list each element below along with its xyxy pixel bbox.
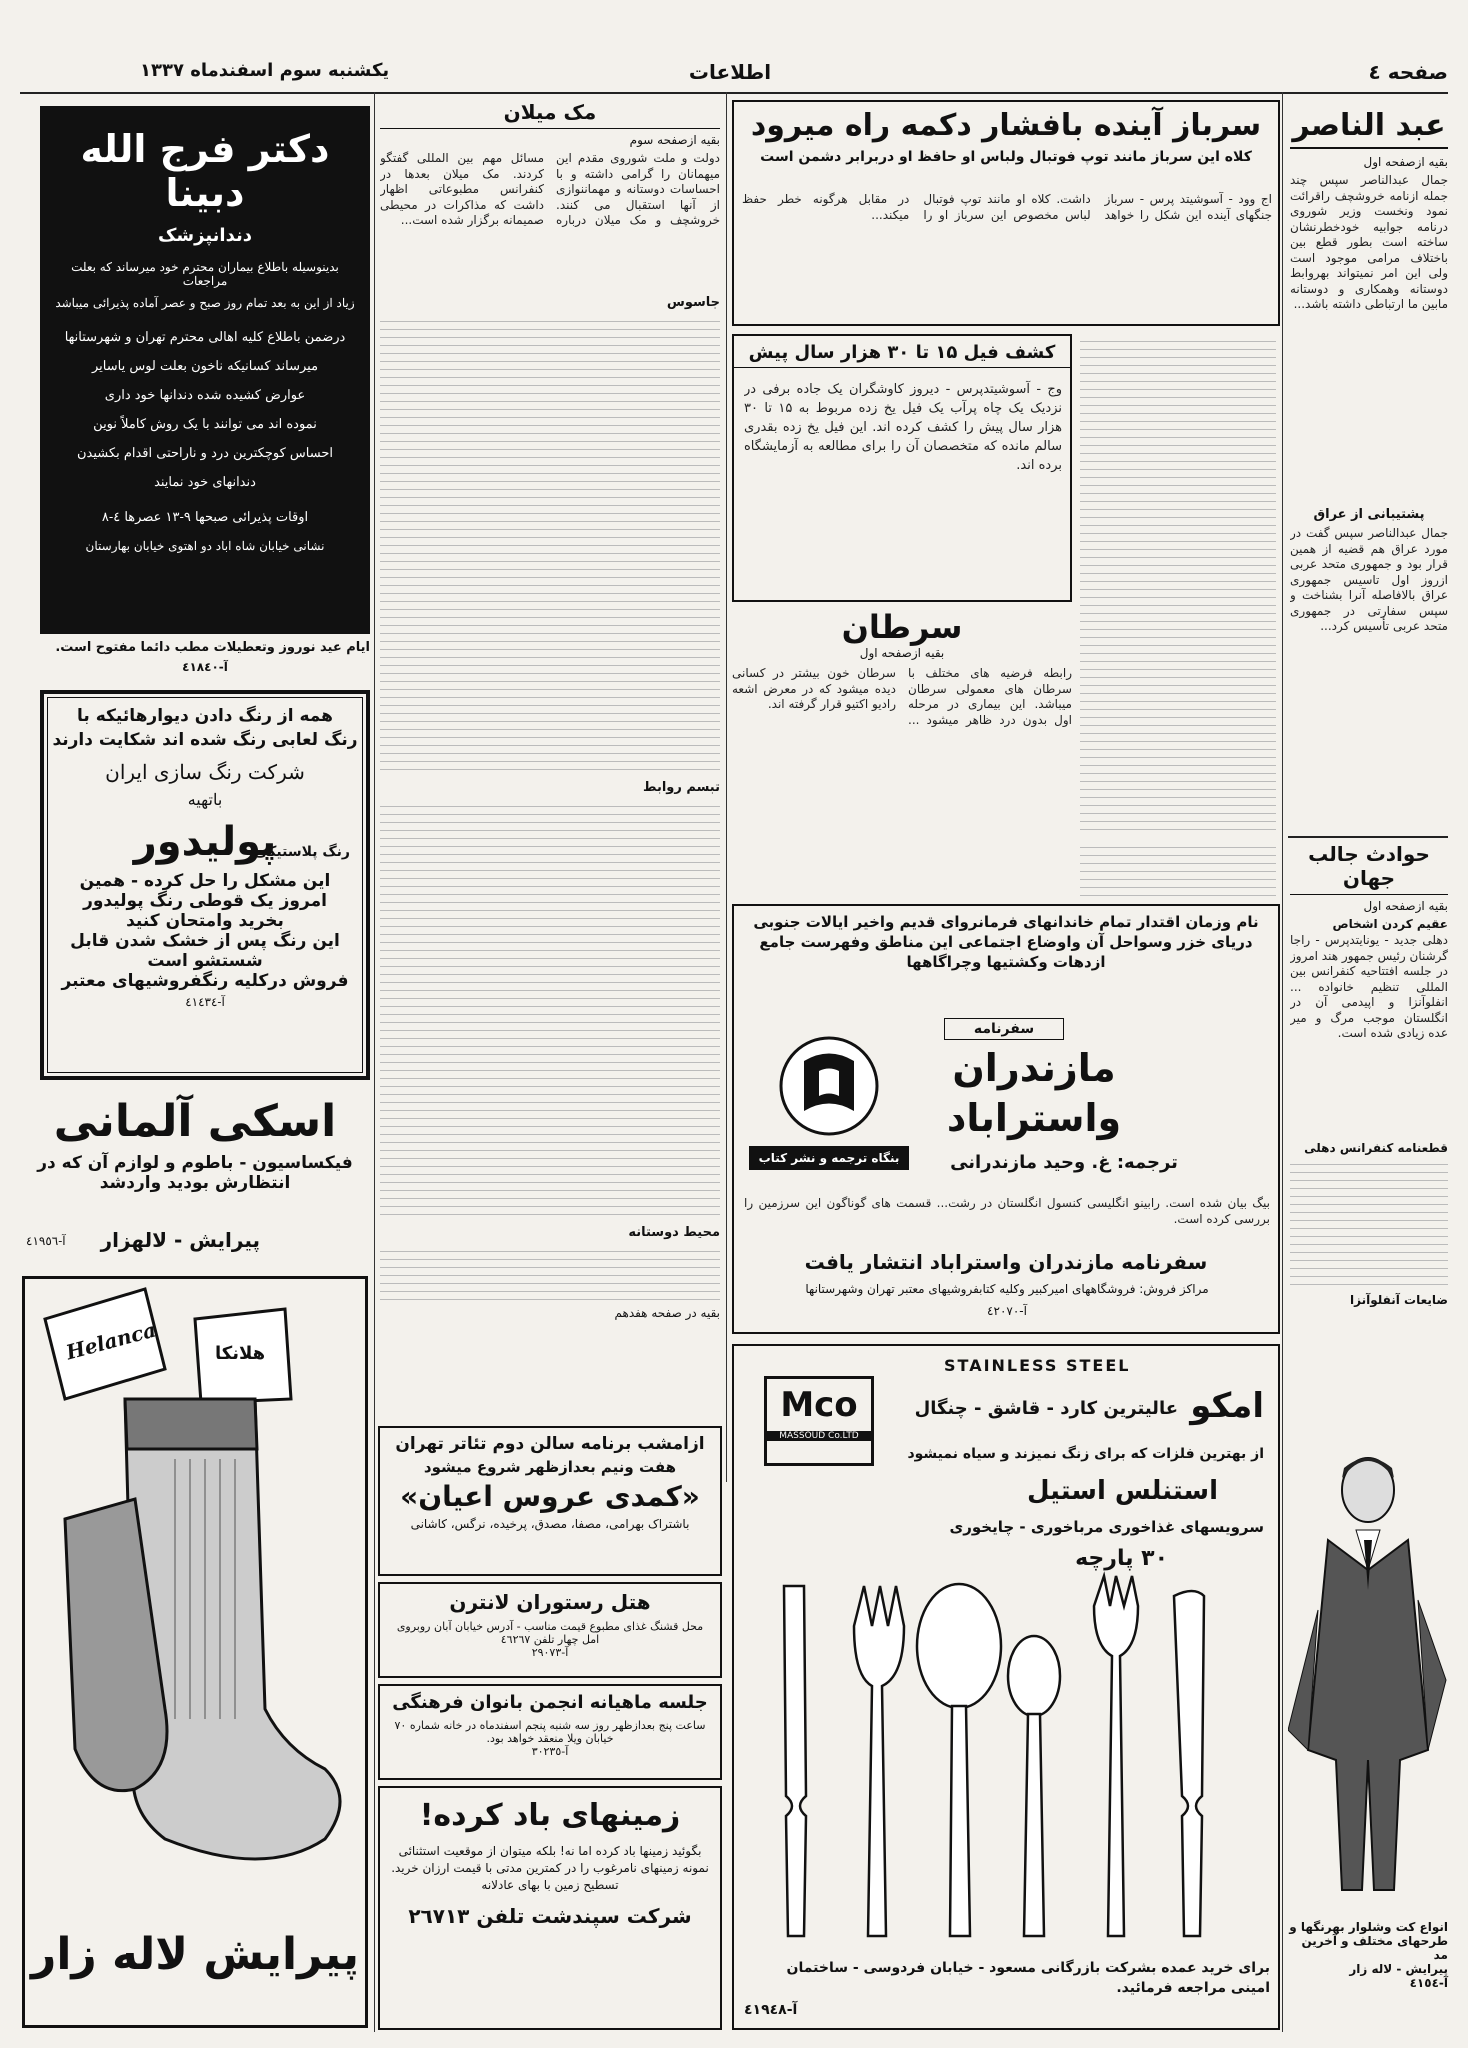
land-company: شرکت سپندشت تلفن ٢٦٧١٣ (408, 1904, 692, 1928)
paint-line-2: رنگ لعابی رنگ شده اند شکایت دارند (52, 730, 358, 750)
macmillan-sub-1: جاسوس (666, 295, 720, 310)
paint-plastic: رنگ پلاستیکی (254, 844, 350, 860)
mazandaran-translator: ترجمه: غ. وحید مازندرانی (950, 1152, 1178, 1173)
socks-brand-fa: هلانکا (215, 1343, 266, 1364)
dentist-line-7: احساس کوچکترین درد و ناراحتی اقدام بکشیدن (77, 446, 333, 461)
cancer-continued: بقیه ازصفحه اول (859, 646, 945, 660)
theater-title: ازامشب برنامه سالن دوم تئاتر تهران (395, 1434, 705, 1454)
accidents-sub-3: ضایعات آنفلوآنزا (1350, 1293, 1448, 1307)
soldier-article (732, 100, 1280, 326)
ski-code: آ-٤١٩٥٦ (26, 1234, 66, 1248)
mazandaran-shops: مراکز فروش: فروشگاههای امیرکبیر وکلیه کتابفروشیهای معتبر تهران وشهرستانها (805, 1282, 1209, 1296)
paint-line-5: بخرید وامتحان کنید (126, 911, 284, 931)
ski-line-2: انتظارش بودید واردشد (99, 1173, 291, 1193)
mazandaran-title-2: واستراباد (946, 1096, 1122, 1140)
hotel-ad (378, 1582, 722, 1678)
macmillan-sub-2: تبسم روابط (643, 780, 720, 795)
accidents-body-filler (1290, 1157, 1448, 1287)
cutlery-ad (732, 1344, 1280, 2030)
paint-line-4: امروز یک قوطی رنگ پولیدور (83, 891, 327, 911)
cutlery-steel: STAINLESS STEEL (944, 1356, 1131, 1375)
nasser-title: عبد الناصر (1290, 108, 1448, 149)
suit-ad-line-3: پیرایش - لاله زار (1349, 1962, 1448, 1976)
paint-line-8: فروش درکلیه رنگفروشیهای معتبر (61, 971, 349, 991)
dentist-line-8: دندانهای خود نمایند (154, 475, 256, 490)
section-rule (1288, 836, 1448, 838)
cancer-article (732, 608, 1072, 898)
society-code: آ-٣٠٢٣٥ (531, 1745, 569, 1758)
cutlery-line-1: از بهترین فلزات که برای زنگ نمیزند و سیاه نمیشود (907, 1446, 1264, 1462)
hotel-body: محل قشنگ غذای مطبوع قیمت مناسب - آدرس خیابان آبان روبروی امل چهار تلفن ٤٦٢٦٧ (396, 1620, 704, 1646)
paint-ad (40, 690, 370, 1080)
cutlery-logo-box (764, 1376, 874, 1466)
socks-brand-en: Helanca (63, 1317, 159, 1365)
column-rule (1282, 92, 1283, 2032)
cutlery-illustration (754, 1566, 1264, 1946)
mazandaran-book-ad (732, 904, 1280, 1334)
macmillan-body: دولت و ملت شوروی مقدم این میهمانان را گرامی داشته و با احساسات دوستانه و مهماننوازی از آنها استقبال می کنند. خروشچف و مک میلان درباره مسائل مهم بین المللی گفتگو کردند. مک میلان بعدها در کنفرانس مطبوعاتی اظهار داشت که مذاکرات در محیطی صمیمانه برگزار شده است... (380, 151, 720, 227)
dentist-title: دندانپزشک (158, 225, 252, 246)
macmillan-title: مک میلان (380, 100, 720, 129)
cutlery-line-3: سرویسهای غذاخوری مرباخوری - چایخوری (949, 1518, 1264, 1536)
macmillan-sub-3: محیط دوستانه (628, 1225, 720, 1240)
elephant-article (732, 334, 1072, 602)
dentist-line-2: زیاد از این به بعد تمام روز صبح و عصر آماده پذیرائی میباشد (55, 296, 355, 310)
mazandaran-body: بیگ بیان شده است. رابینو انگلیسی کنسول انگلستان در رشت... قسمت های گوناگون این سرزمین را بررسی کرده است. (744, 1196, 1270, 1226)
suit-ad-code: آ-٤١٥٤ (1409, 1976, 1448, 1990)
soldier-body: اج وود - آسوشیتد پرس - سرباز جنگهای آینده این شکل را خواهد داشت. کلاه او مانند توپ فوتبال لباس مخصوص این سرباز او را در مقابل هرگونه خطر حفظ میکند... (742, 192, 1272, 222)
socks-shop: پیرایش لاله زار (30, 1929, 359, 1980)
issue-date: یکشنبه سوم اسفندماه ۱۳۳۷ (140, 60, 390, 81)
nasser-body: جمال عبدالناصر سپس چند جمله ازنامه خروشچف راقرائت نمود ونخست وزیر شوروی درنامه جوابیه خودخطرنشان ساخته است بطور قطع بین باختلاف مرامی موجود است ولی این امر نمیتواند بهروابط دوستانه وهمکاری و دوستانه مابین ما ارتباطی داشته باشد... (1290, 173, 1448, 311)
cutlery-code: آ-٤١٩٤٨ (744, 2002, 798, 2018)
dentist-hours: اوقات پذیرائی صبحها ٩-١٣ عصرها ٤-٨ (101, 510, 309, 525)
paint-brand: پولیدور (133, 819, 277, 865)
ski-title: اسکی آلمانی (53, 1096, 337, 1147)
mazandaran-title-1: مازندران (952, 1046, 1116, 1090)
mazandaran-footer: سفرنامه مازندران واستراباد انتشار یافت (804, 1250, 1208, 1274)
land-title: زمینهای باد کرده! (419, 1798, 681, 1833)
macmillan-article (380, 100, 720, 1420)
socks-ad (22, 1276, 368, 2028)
land-body: بگوئید زمینها باد کرده اما نه! بلکه میتوان از موقعیت استثنائی نمونه زمینهای نامرغوب را در کمترین مدتی با قیمت ارزان خرید. تسطیح زمین با بهای عادلانه (391, 1844, 709, 1892)
mazandaran-code: آ-٤٢٠٧٠ (987, 1304, 1027, 1318)
dentist-ad (40, 106, 370, 634)
paint-line-7: شستشو است (147, 951, 263, 971)
cutlery-line-2: استنلس استیل (1026, 1476, 1218, 1506)
dentist-name: دکتر فرج الله دبینا (80, 127, 330, 215)
accidents-sub-1: عقیم کردن اشخاص (1332, 917, 1448, 931)
dentist-line-5: عوارض کشیده شده دندانها خود داری (104, 388, 306, 403)
cutlery-brand: امکو (1190, 1386, 1264, 1426)
macmillan-body-4 (380, 1244, 720, 1304)
suit-ad-line-1: انواع کت وشلوار بهرنگها و (1289, 1920, 1448, 1934)
column-rule (726, 92, 727, 1482)
publisher-logo-text: بنگاه ترجمه و نشر کتاب (758, 1151, 900, 1165)
theater-play: «کمدی عروس اعیان» (400, 1480, 700, 1513)
nasser-continued: بقیه ازصفحه اول (1363, 155, 1448, 169)
masthead (20, 56, 1448, 88)
column-rule (374, 92, 375, 2032)
ski-line-1: فیکساسیون - باطوم و لوازم آن که در (37, 1153, 353, 1173)
hotel-title: هتل رستوران لانترن (449, 1590, 651, 1614)
nasser-continuation-2 (1080, 840, 1276, 900)
society-ad (378, 1684, 722, 1780)
society-title: جلسه ماهیانه انجمن بانوان فرهنگی (392, 1692, 708, 1713)
paint-line-1: همه از رنگ دادن دیوارهائیکه با (77, 706, 333, 726)
mazandaran-label: سفرنامه (944, 1018, 1064, 1040)
macmillan-continued: بقیه ازصفحه سوم (629, 133, 720, 147)
elephant-body: وج - آسوشیتدپرس - دیروز کاوشگران یک جاده برفی در نزدیک یک چاه پرآب یک فیل یخ زده مربوط به ۱۵ تا ۳۰ هزار سال پیش را کشف کرده اند. این فیل یخ زده بقدری سالم مانده که متخصصان آن را برای مطالعه به آزمایشگاه برده اند. (744, 382, 1062, 473)
macmillan-body-2 (380, 314, 720, 774)
accidents-sub-2: قطعنامه کنفرانس دهلی (1304, 1141, 1448, 1155)
soldier-headline: سرباز آینده بافشار دکمه راه میرود (750, 108, 1262, 143)
dentist-line-6: نموده اند می توانند با یک روش کاملاً نوین (93, 417, 317, 432)
suit-ad (1288, 1430, 1448, 2030)
paint-line-6: این رنگ پس از خشک شدن قابل (70, 931, 340, 951)
theater-cast: باشتراک بهرامی، مصفا، مصدق، پرخیده، نرگس، کاشانی (410, 1517, 690, 1531)
cutlery-pieces: ٣٠ پارچه (1075, 1546, 1168, 1571)
elephant-title: کشف فیل ۱۵ تا ۳۰ هزار سال پیش (734, 342, 1070, 368)
socks-illustration (25, 1279, 365, 1919)
theater-ad (378, 1426, 722, 1576)
cancer-title: سرطان (841, 608, 963, 646)
paint-with: باتهیه (187, 790, 223, 809)
ski-ad (20, 1096, 370, 1256)
accidents-article (1290, 842, 1448, 1362)
mazandaran-description: نام وزمان اقتدار تمام خاندانهای فرمانروای قدیم واخیر ایالات جنوبی دریای خزر وسواحل آن واوضاع اجتماعی این مناطق وفهرست جامع ازدهات وکشتیها وچراگاهها (753, 913, 1259, 971)
dentist-note: ایام عید نوروز وتعطیلات مطب دائما مفتوح است. (55, 640, 370, 655)
nasser-sub-iraq: پشتیبانی از عراق (1313, 507, 1425, 522)
nasser-article (1290, 108, 1448, 828)
paint-code: آ-٤١٤٣٤ (185, 995, 225, 1009)
land-ad (378, 1786, 722, 2030)
nasser-body-2: جمال عبدالناصر سپس گفت در مورد عراق هم قضیه از همین قرار بود و جمهوری متحد عربی ازروز اول تاسیس جمهوری عراق بالافاصله آنرا بشناخت و سپس سفارتی در جمهوری متحد عربی تأسیس کرد... (1290, 526, 1448, 633)
man-in-suit-illustration (1288, 1430, 1448, 1910)
society-body: ساعت پنج بعدازظهر روز سه شنبه پنجم اسفندماه در خانه شماره ٧٠ خیابان ویلا منعقد خواهد بود. (394, 1719, 706, 1745)
accidents-body: دهلی جدید - یونایتدپرس - راجا گرشنان رئیس جمهور هند امروز در جلسه افتتاحیه کنفرانس بین المللی تنظیم خانواده ... انفلوآنزا و اپیدمی آن در انگلستان موجب مرگ و میر عده زیادی شده است. (1290, 933, 1448, 1040)
dentist-line-4: میرساند کسانیکه ناخون بعلت لوس یاسایر (91, 359, 319, 374)
dentist-line-1: بدینوسیله باطلاع بیماران محترم خود میرساند که بعلت مراجعات (71, 260, 339, 288)
accidents-continued: بقیه ازصفحه اول (1363, 899, 1448, 913)
cancer-body: رابطه فرضیه های مختلف با سرطان های معمولی سرطان میباشد. این بیماری در مرحله اول بدون درد ظاهر میشود ... سرطان خون بیشتر در کسانی دیده میشود که در معرض اشعه رادیو اکتیو قرار گرفته اند. (732, 666, 1072, 727)
dentist-address: نشانی خیابان شاه اباد دو اهتوی خیابان بهارستان (85, 539, 325, 553)
cutlery-footer: برای خرید عمده بشرکت بازرگانی مسعود - خیابان فردوسی - ساختمان امینی مراجعه فرمائید. (786, 1960, 1270, 1996)
macmillan-end: بقیه در صفحه هفدهم (614, 1306, 720, 1320)
paint-company: شرکت رنگ سازی ایران (105, 760, 305, 784)
paint-line-3: این مشکل را حل کرده - همین (79, 871, 331, 891)
accidents-title: حوادث جالب جهان (1290, 842, 1448, 895)
masthead-rule (20, 92, 1448, 94)
nasser-continuation (1080, 334, 1276, 834)
dentist-code: آ-٤١٨٤٠ (182, 660, 228, 674)
page-number: صفحه ٤ (1368, 60, 1448, 84)
suit-ad-line-2: طرحهای مختلف و آخرین مد (1301, 1934, 1448, 1962)
theater-time: هفت ونیم بعدازظهر شروع میشود (423, 1458, 677, 1476)
cutlery-logo: Mco (780, 1385, 858, 1425)
ski-shop: پیرایش - لالهزار (100, 1228, 260, 1252)
hotel-code: آ-٢٩٠٧٣ (531, 1646, 569, 1659)
paper-name: اطلاعات (688, 60, 772, 84)
soldier-subheadline: کلاه این سرباز مانند توپ فوتبال ولباس او حافظ او دربرابر دشمن است (760, 149, 1252, 165)
cutlery-logo-sub: MASSOUD Co.LTD (767, 1431, 871, 1441)
dentist-line-3: درضمن باطلاع کلیه اهالی محترم تهران و شهرستانها (64, 330, 346, 345)
macmillan-body-3 (380, 799, 720, 1219)
cutlery-tagline: عالیترین کارد - قاشق - چنگال (914, 1398, 1178, 1419)
